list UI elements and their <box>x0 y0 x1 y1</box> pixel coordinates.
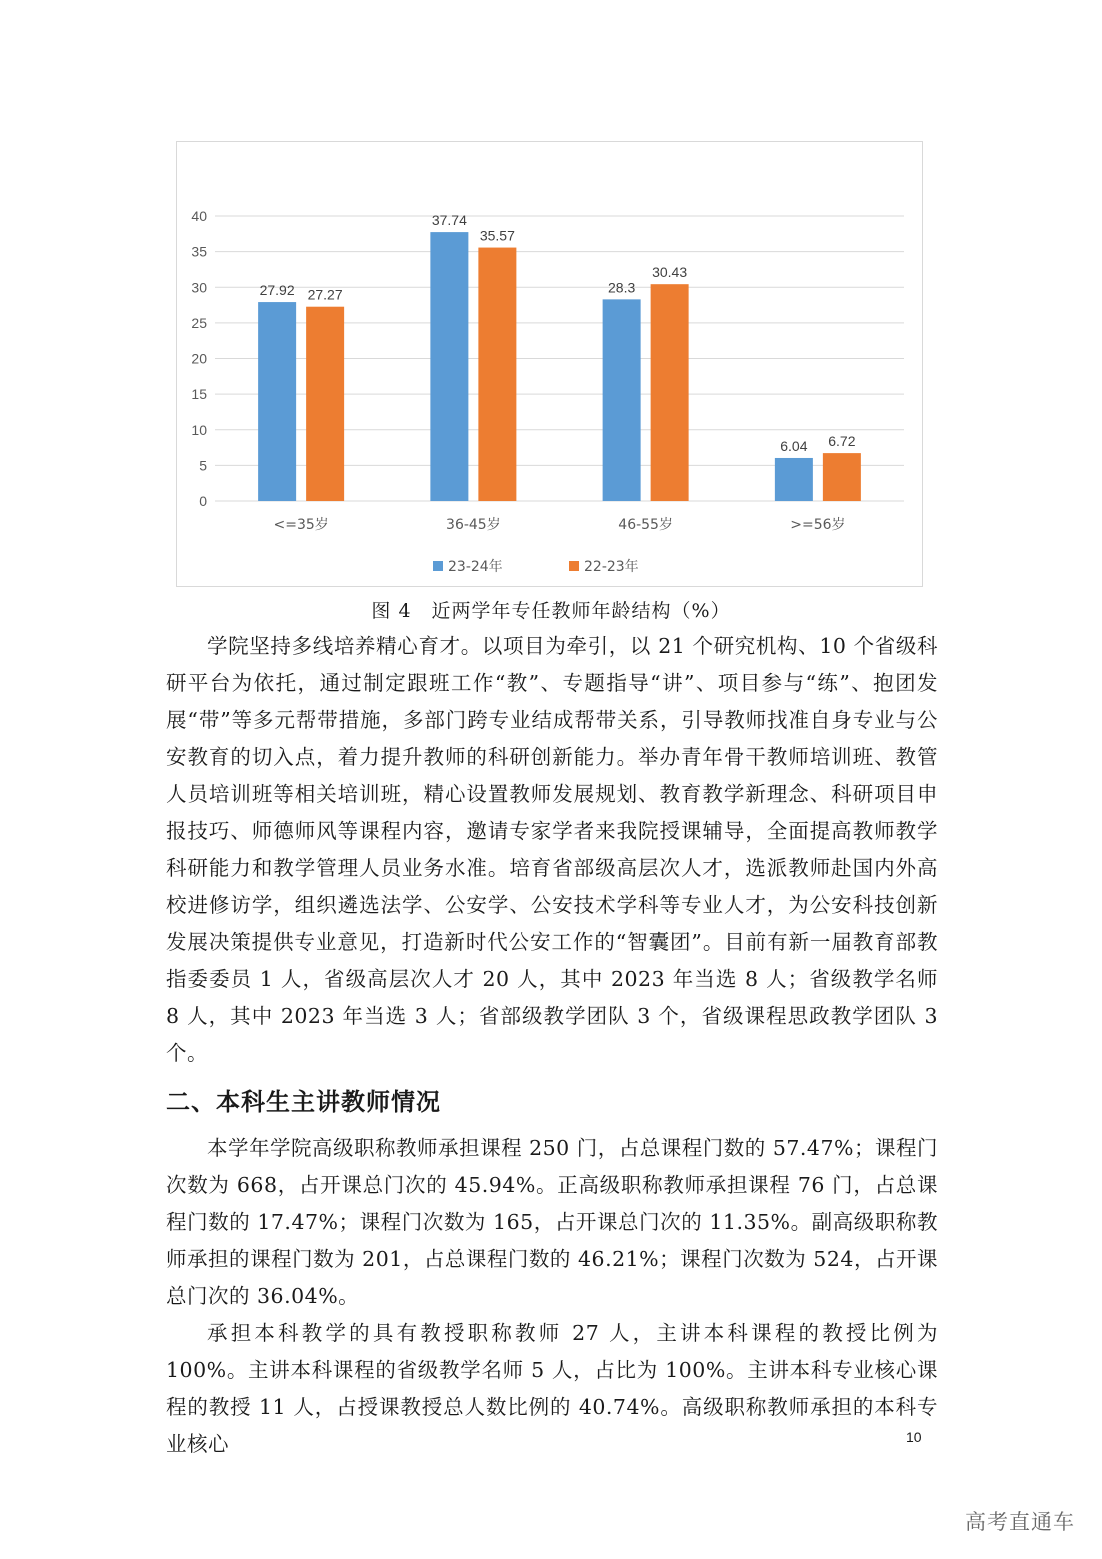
y-tick-label: 30 <box>191 279 207 296</box>
y-tick-label: 0 <box>199 493 207 509</box>
section-heading: 二、本科生主讲教师情况 <box>166 1088 441 1116</box>
x-tick-label: 36-45岁 <box>446 517 501 533</box>
bar <box>478 248 516 501</box>
data-label: 30.43 <box>652 264 688 281</box>
age-structure-chart <box>176 141 923 587</box>
y-tick-label: 15 <box>191 386 207 403</box>
data-label: 6.04 <box>780 437 808 454</box>
paragraph: 学院坚持多线培养精心育才。以项目为牵引，以 21 个研究机构、10 个省级科研平台为依托，通过制定跟班工作“教”、专题指导“讲”、项目参与“练”、抱团发展“带”等多元帮带措施，多部门跨专业结成帮带关系，引导教师找准自身专业与公安教育的切入点，着力提升教师的科研创新能力。举办青年骨干教师培训班、教管人员培训班等相关培训班，精心设置教师发展规划、教育教学新理念、科研项目申报技巧、师德师风等课程内容，邀请专家学者来我院授课辅导，全面提高教师教学科研能力和教学管理人员业务水准。培育省部级高层次人才，选派教师赴国内外高校进修访学，组织遴选法学、公安学、公安技术学科等专业人才，为公安科技创新发展决策提供专业意见，打造新时代公安工作的“智囊团”。目前有新一届教育部教指委委员 1 人，省级高层次人才 20 人，其中 2023 年当选 8 人；省级教学名师 8 人，其中 2023 年当选 3 人；省部级教学团队 3 个，省级课程思政教学团队 3 个。 <box>166 634 938 1065</box>
data-label: 27.92 <box>259 282 295 299</box>
y-tick-label: 40 <box>191 208 207 224</box>
bar <box>775 458 813 501</box>
data-label: 28.3 <box>608 279 636 296</box>
y-tick-label: 35 <box>191 243 207 260</box>
y-tick-label: 10 <box>191 421 207 438</box>
watermark: 高考直通车 <box>965 1510 1075 1534</box>
legend-swatch <box>433 561 443 571</box>
page-number: 10 <box>906 1429 922 1445</box>
y-tick-label: 20 <box>191 350 207 367</box>
y-tick-label: 5 <box>199 457 207 474</box>
data-label: 27.27 <box>307 286 343 303</box>
bar <box>603 299 641 501</box>
bar <box>823 453 861 501</box>
bar-chart-svg <box>177 142 922 586</box>
data-label: 35.57 <box>479 227 515 244</box>
paragraph-block-2 <box>166 1130 938 1463</box>
data-label: 6.72 <box>828 433 856 450</box>
x-tick-label: <=35岁 <box>273 517 329 533</box>
x-tick-label: >=56岁 <box>790 517 846 533</box>
bar <box>651 284 689 501</box>
paragraph-block-1 <box>166 628 938 1072</box>
x-tick-label: 46-55岁 <box>618 517 673 533</box>
bar <box>430 232 468 501</box>
y-tick-label: 25 <box>191 314 207 331</box>
data-label: 37.74 <box>431 212 467 229</box>
figure-caption: 图 4 近两学年专任教师年龄结构（%） <box>371 600 731 622</box>
paragraph: 本学年学院高级职称教师承担课程 250 门，占总课程门数的 57.47%；课程门次数为 668，占开课总门次的 45.94%。正高级职称教师承担课程 76 门，占总课程门数的 17.47%；课程门次数为 165，占开课总门次的 11.35%。副高级职称教师承担的课程门数为 201，占总课程门数的 46.21%；课程门次数为 524，占开课总门次的 36.04%。 <box>166 1136 938 1308</box>
legend-swatch <box>569 561 579 571</box>
legend-label: 23-24年 <box>448 559 503 575</box>
bar <box>258 302 296 501</box>
bar <box>306 307 344 501</box>
legend-label: 22-23年 <box>584 559 639 575</box>
paragraph: 承担本科教学的具有教授职称教师 27 人，主讲本科课程的教授比例为 100%。主讲本科课程的省级教学名师 5 人，占比为 100%。主讲本科专业核心课程的教授 11 人，占授课教授总人数比例的 40.74%。高级职称教师承担的本科专业核心 <box>166 1321 938 1456</box>
